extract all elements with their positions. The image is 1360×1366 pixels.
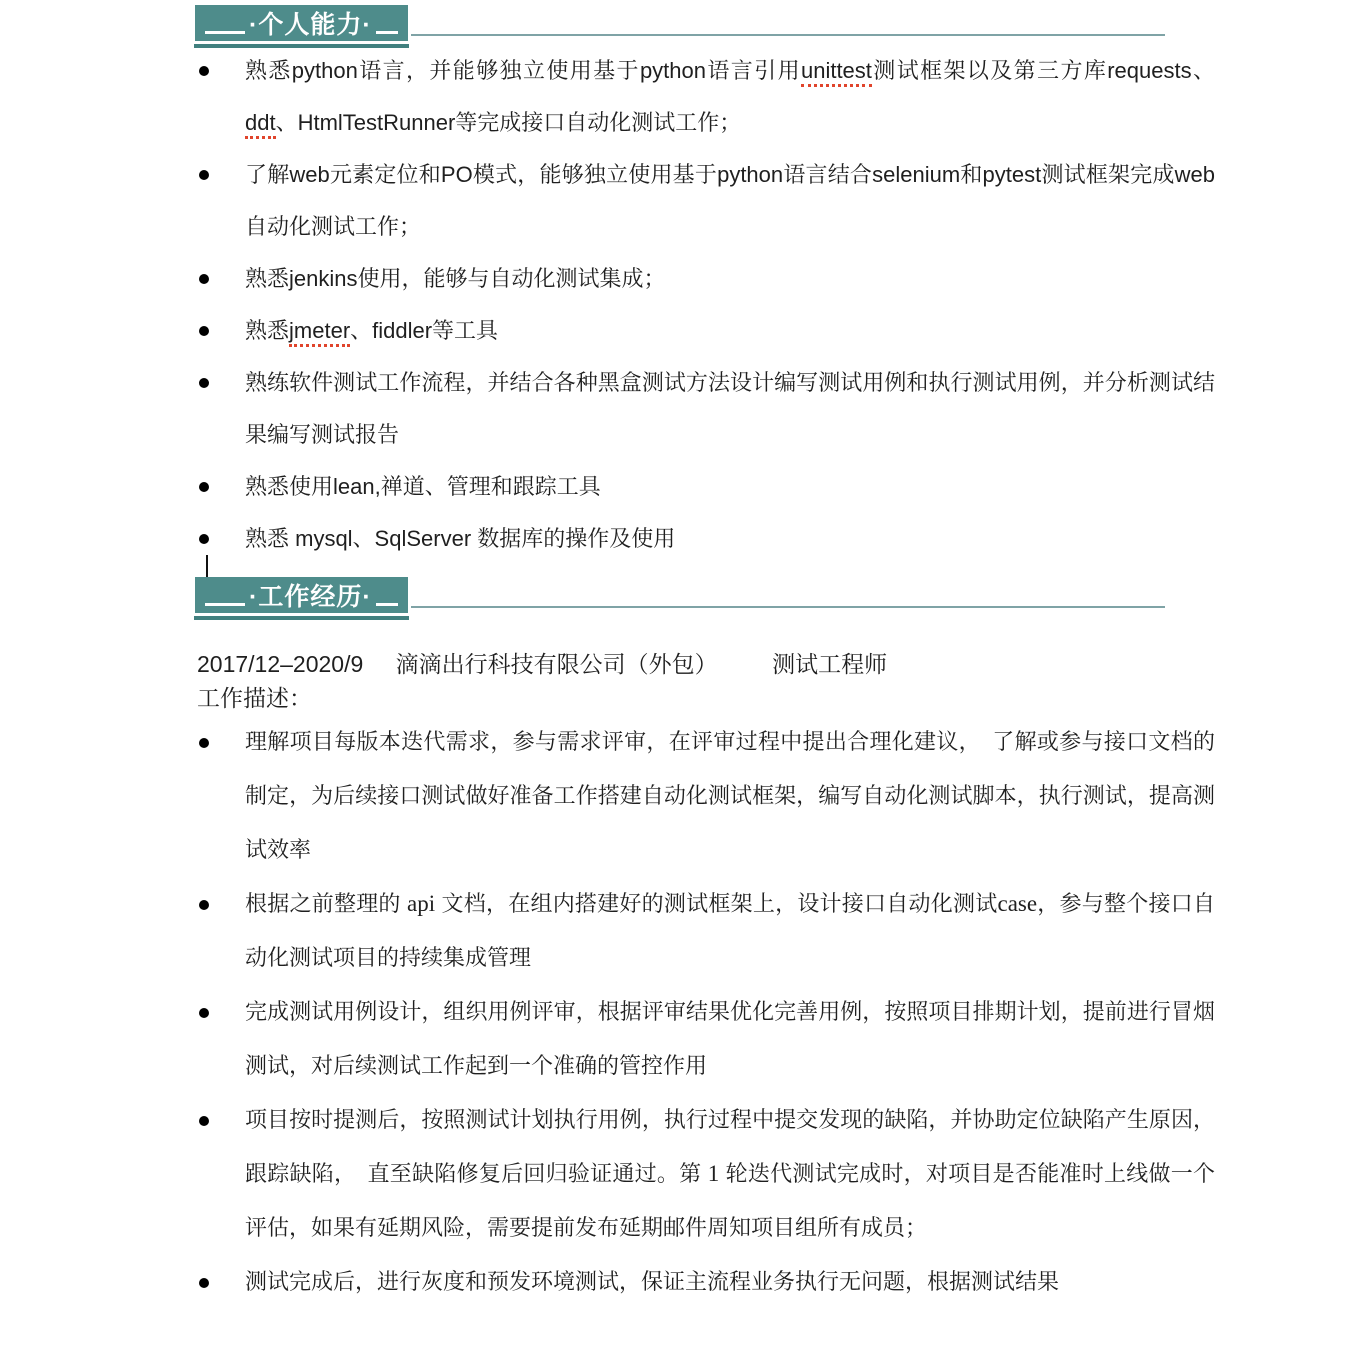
skill-text: 熟悉jenkins使用，能够与自动化测试集成； (245, 266, 666, 291)
bullet-icon (199, 274, 209, 284)
list-item[interactable] (195, 149, 1215, 253)
work-text-part: 项目按时提测后，按照测试计划执行用例，执行过程中提交发现的缺陷，并协助定位缺陷产生原因，跟踪缺陷， 直至缺陷修复后回归验证通过。第 (245, 1107, 1215, 1186)
bullet-icon (199, 378, 209, 388)
skills-header-row (195, 5, 1165, 45)
work-text-latin: case (997, 891, 1038, 916)
experience-header-row (195, 577, 1165, 617)
work-text-part: 文档，在组内搭建好的测试框架上，设计接口自动化测试 (435, 891, 998, 916)
list-item[interactable] (195, 715, 1215, 877)
skill-text-part: 熟悉 (245, 318, 290, 343)
spellcheck-word: unittest (801, 58, 872, 87)
skill-text-part: 、fiddler等工具 (350, 318, 499, 343)
skill-text: 熟悉 mysql、SqlServer 数据库的操作及使用 (245, 526, 676, 551)
bullet-icon (199, 1278, 209, 1288)
bullet-icon (199, 326, 209, 336)
list-item[interactable] (195, 461, 1215, 513)
work-text: 理解项目每版本迭代需求，参与需求评审，在评审过程中提出合理化建议， 了解或参与接口文档的制定，为后续接口测试做好准备工作搭建自动化测试框架，编写自动化测试脚本，执行测试，提高测试效率 (245, 729, 1215, 862)
list-item[interactable] (195, 305, 1215, 357)
badge-underscore-left (205, 603, 245, 606)
skills-list (195, 45, 1215, 565)
skill-text (245, 58, 1215, 139)
employment-period: 2017/12–2020/9 (197, 651, 364, 677)
skill-text-part: 熟悉python语言，并能够独立使用基于python语言引用 (245, 58, 801, 83)
skill-text-part: 测试框架以及第三方库requests、 (871, 58, 1215, 83)
work-text: 完成测试用例设计，组织用例评审，根据评审结果优化完善用例，按照项目排期计划，提前进行冒烟测试，对后续测试工作起到一个准确的管控作用 (245, 999, 1215, 1078)
list-item[interactable] (195, 985, 1215, 1093)
work-text-part: ，参与整个接口自动化测试项目的持续集成管理 (245, 891, 1215, 970)
job-title: 测试工程师 (772, 651, 888, 677)
skill-text: 熟悉使用lean,禅道、管理和跟踪工具 (245, 474, 601, 499)
bullet-icon (199, 1008, 209, 1018)
skill-text-part: 、HtmlTestRunner等完成接口自动化测试工作； (275, 110, 742, 135)
badge-underscore-right (376, 603, 398, 606)
experience-meta[interactable] (197, 647, 1215, 681)
work-text (245, 891, 1215, 970)
header-rule-line (411, 34, 1165, 36)
work-text-part: 根据之前整理的 (245, 891, 408, 916)
spellcheck-word: jmeter (289, 318, 350, 347)
work-text-latin: 1 (707, 1161, 720, 1186)
badge-underscore-left (205, 31, 245, 34)
experience-header-label: ·工作经历· (249, 583, 372, 611)
skills-header-label: ·个人能力· (249, 11, 372, 39)
company-name: 滴滴出行科技有限公司（外包） (395, 651, 718, 677)
work-text-part: 轮迭代测试完成时，对项目是否能准时上线做一个评估，如果有延期风险，需要提前发布延期邮件周知项目组所有成员； (245, 1161, 1215, 1240)
section-header-skills[interactable] (195, 5, 408, 41)
bullet-icon (199, 738, 209, 748)
badge-underscore-right (376, 31, 398, 34)
section-header-experience[interactable] (195, 577, 408, 613)
skill-text: 了解web元素定位和PO模式，能够独立使用基于python语言结合selenium和pytest测试框架完成web自动化测试工作； (245, 162, 1215, 239)
spellcheck-word: ddt (245, 110, 276, 139)
skill-text: 熟练软件测试工作流程，并结合各种黑盒测试方法设计编写测试用例和执行测试用例，并分析测试结果编写测试报告 (245, 370, 1215, 447)
bullet-icon (199, 482, 209, 492)
list-item[interactable] (195, 513, 1215, 565)
bullet-icon (199, 534, 209, 544)
list-item[interactable] (195, 45, 1215, 149)
bullet-icon (199, 170, 209, 180)
list-item[interactable] (195, 877, 1215, 985)
bullet-icon (199, 66, 209, 76)
work-text-latin: api (407, 891, 436, 916)
experience-list (195, 715, 1215, 1309)
list-item[interactable] (195, 1255, 1215, 1309)
list-item[interactable] (195, 1093, 1215, 1255)
bullet-icon (199, 900, 209, 910)
list-item[interactable] (195, 357, 1215, 461)
work-description-label[interactable]: 工作描述： (197, 685, 312, 711)
bullet-icon (199, 1116, 209, 1126)
work-text: 测试完成后，进行灰度和预发环境测试，保证主流程业务执行无问题，根据测试结果 (245, 1269, 1060, 1294)
list-item[interactable] (195, 253, 1215, 305)
header-rule-line (411, 606, 1165, 608)
skill-text (245, 318, 498, 347)
work-text (245, 1107, 1215, 1240)
